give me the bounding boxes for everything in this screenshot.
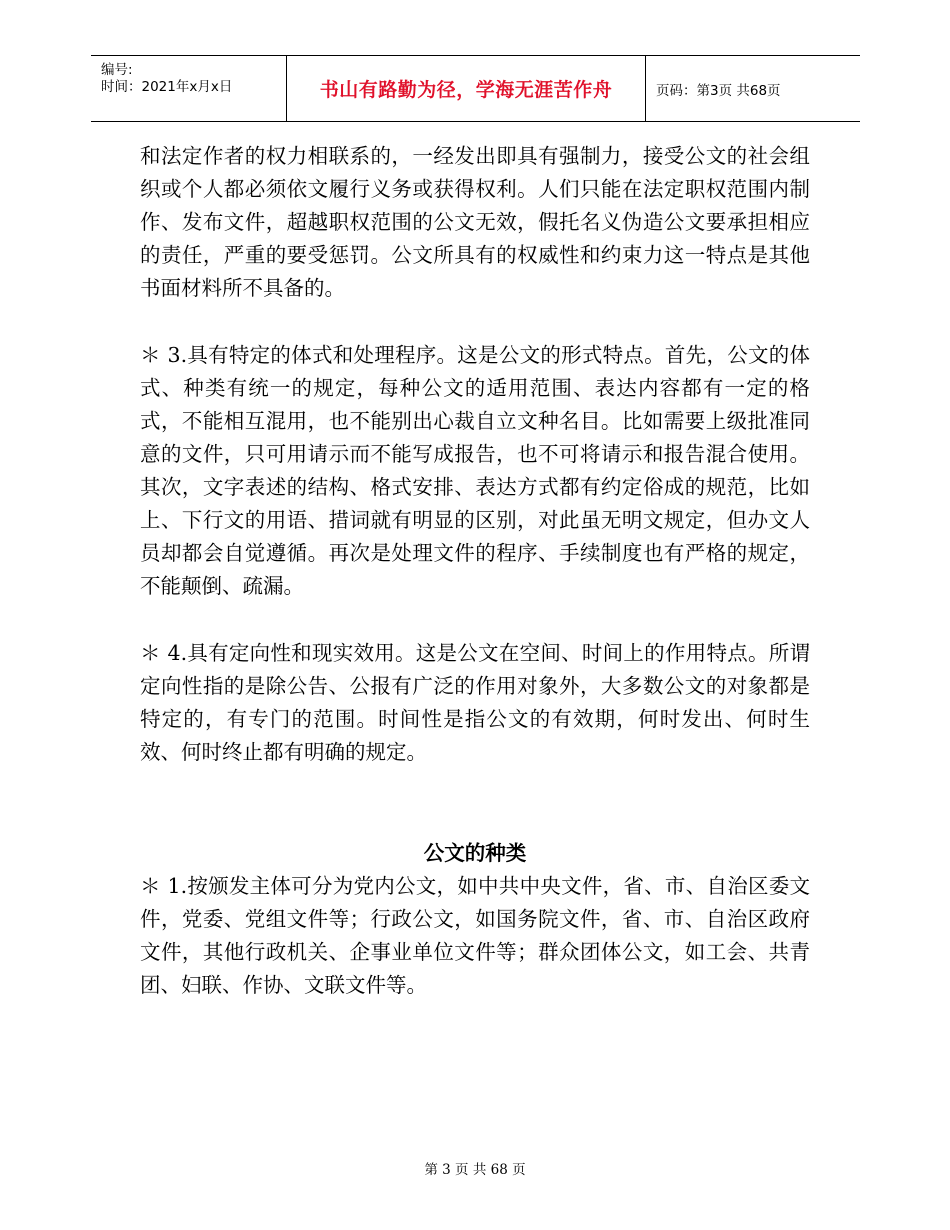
document-header [91, 55, 860, 122]
page-footer: 第 3 页 共 68 页 [424, 1162, 526, 1178]
body-paragraph: ＊ 3.具有特定的体式和处理程序。这是公文的形式特点。首先，公文的体式、种类有统一的规定，每种公文的适用范围、表达内容都有一定的格式，不能相互混用，也不能别出心裁自立文种名目。比如需要上级批准同意的文件，只可用请示而不能写成报告，也不可将请示和报告混合使用。其次，文字表述的结构、格式安排、表达方式都有约定俗成的规范，比如上、下行文的用语、措词就有明显的区别，对此虽无明文规定，但办文人员却都会自觉遵循。再次是处理文件的程序、手续制度也有严格的规定，不能颠倒、疏漏。 [140, 343, 810, 598]
body-paragraph: 和法定作者的权力相联系的，一经发出即具有强制力，接受公文的社会组织或个人都必须依文履行义务或获得权利。人们只能在法定职权范围内制作、发布文件，超越职权范围的公文无效，假托名义伪造公文要承担相应的责任，严重的要受惩罚。公文所具有的权威性和约束力这一特点是其他书面材料所不具备的。 [140, 144, 810, 300]
header-motto: 书山有路勤为径，学海无涯苦作舟 [319, 79, 613, 101]
section-title: 公文的种类 [423, 841, 527, 865]
document-number-label: 编号: [101, 62, 133, 78]
body-paragraph: ＊ 4.具有定向性和现实效用。这是公文在空间、时间上的作用特点。所谓定向性指的是除公告、公报有广泛的作用对象外，大多数公文的对象都是特定的，有专门的范围。时间性是指公文的有效期，何时发出、何时生效、何时终止都有明确的规定。 [140, 641, 810, 764]
header-meta [91, 56, 286, 121]
document-time: 时间：2021年x月x日 [101, 79, 233, 95]
body-paragraph: ＊ 1.按颁发主体可分为党内公文，如中共中央文件，省、市、自治区委文件，党委、党组文件等；行政公文，如国务院文件，省、市、自治区政府文件，其他行政机关、企事业单位文件等；群众团体公文，如工会、共青团、妇联、作协、文联文件等。 [140, 874, 810, 997]
document-body [140, 140, 810, 1002]
header-page-info: 页码：第3页 共68页 [656, 82, 781, 99]
